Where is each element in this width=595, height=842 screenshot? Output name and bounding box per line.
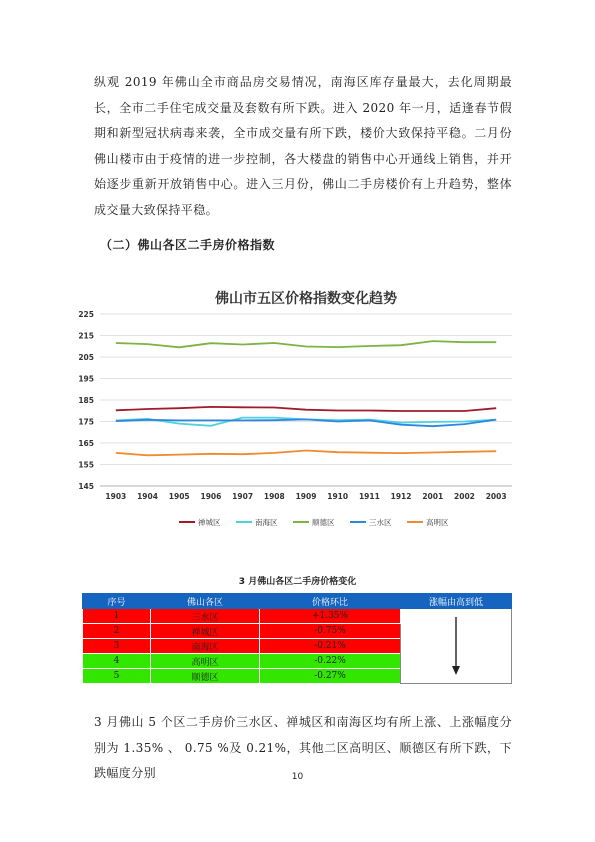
row-district: 禅城区 — [150, 624, 259, 639]
y-tick-label: 215 — [78, 331, 94, 341]
x-tick-label: 1905 — [168, 492, 190, 501]
chart-title: 佛山市五区价格指数变化趋势 — [215, 291, 397, 307]
header-rank: 序号 — [83, 594, 151, 609]
x-tick-label: 2001 — [422, 492, 444, 501]
y-tick-label: 145 — [78, 482, 94, 491]
row-rank: 4 — [83, 654, 151, 669]
row-change: -0.75% — [260, 624, 401, 639]
paragraph-market-overview: 纵观 2019 年佛山全市商品房交易情况，南海区库存量最大，去化周期最长，全市二手住宅成交量及套数有所下跌。进入 2020 年一月，适逢春节假期和新型冠状病毒来袭，全市成交量有所下跌，楼价大致保持平稳。二月份佛山楼市由于疫情的进一步控制，各大楼盘的销售中心开通线上销售，并开始逐步重新开放销售中心。进入三月份，佛山二手房楼价有上升趋势，整体成交量大致保持平稳。 — [94, 75, 512, 217]
row-district: 三水区 — [150, 609, 259, 624]
price-change-table — [82, 593, 512, 684]
row-change: +1.35% — [260, 609, 401, 624]
y-tick-label: 205 — [78, 353, 94, 362]
table-header-row — [83, 594, 512, 609]
row-rank: 5 — [83, 669, 151, 684]
row-change: -0.22% — [260, 654, 401, 669]
x-tick-label: 1910 — [327, 492, 349, 501]
y-tick-label: 185 — [78, 396, 94, 405]
x-tick-label: 1908 — [263, 492, 285, 501]
y-tick-label: 155 — [78, 460, 94, 470]
row-change: -0.21% — [260, 639, 401, 654]
x-tick-label: 1903 — [105, 492, 127, 501]
paragraph-march-summary: 3 月佛山 5 个区二手房价三水区、禅城区和南海区均有所上涨、上涨幅度分别为 1.35% 、 0.75 %及 0.21%，其他二区高明区、顺德区有所下跌，下跌幅度分别 — [94, 715, 512, 780]
header-district: 佛山各区 — [150, 594, 259, 609]
y-tick-label: 195 — [78, 374, 94, 384]
arrow-down-icon — [402, 609, 510, 683]
legend-label: 三水区 — [369, 518, 392, 527]
x-tick-label: 1906 — [200, 492, 222, 501]
row-rank: 1 — [83, 609, 151, 624]
legend-label: 高明区 — [426, 518, 449, 527]
table-row — [83, 609, 512, 624]
page-number: 10 — [291, 772, 304, 782]
row-district: 高明区 — [150, 654, 259, 669]
x-tick-label: 1907 — [232, 492, 254, 501]
legend-label: 顺德区 — [312, 518, 335, 527]
legend-label: 禅城区 — [198, 518, 221, 527]
series-line-顺德区 — [116, 341, 496, 347]
row-district: 南海区 — [150, 639, 259, 654]
row-rank: 2 — [83, 624, 151, 639]
x-tick-label: 2002 — [454, 492, 475, 501]
series-line-禅城区 — [116, 407, 496, 411]
y-tick-label: 165 — [78, 439, 94, 448]
x-tick-label: 1909 — [295, 492, 317, 501]
row-rank: 3 — [83, 639, 151, 654]
y-tick-label: 175 — [78, 417, 94, 427]
x-tick-label: 1904 — [137, 492, 158, 501]
x-tick-label: 2003 — [485, 492, 507, 501]
row-change: -0.27% — [260, 669, 401, 684]
row-district: 顺德区 — [150, 669, 259, 684]
x-tick-label: 1912 — [390, 492, 412, 501]
ranking-arrow-cell — [401, 609, 512, 684]
x-tick-label: 1911 — [358, 492, 380, 501]
legend-label: 南海区 — [255, 518, 278, 527]
series-line-高明区 — [116, 451, 496, 456]
y-tick-label: 225 — [78, 310, 94, 319]
header-ranking: 涨幅由高到低 — [401, 594, 512, 609]
section-heading: （二）佛山各区二手房价格指数 — [100, 238, 276, 252]
table-title: 3 月佛山各区二手房价格变化 — [238, 577, 357, 587]
header-change: 价格环比 — [260, 594, 401, 609]
